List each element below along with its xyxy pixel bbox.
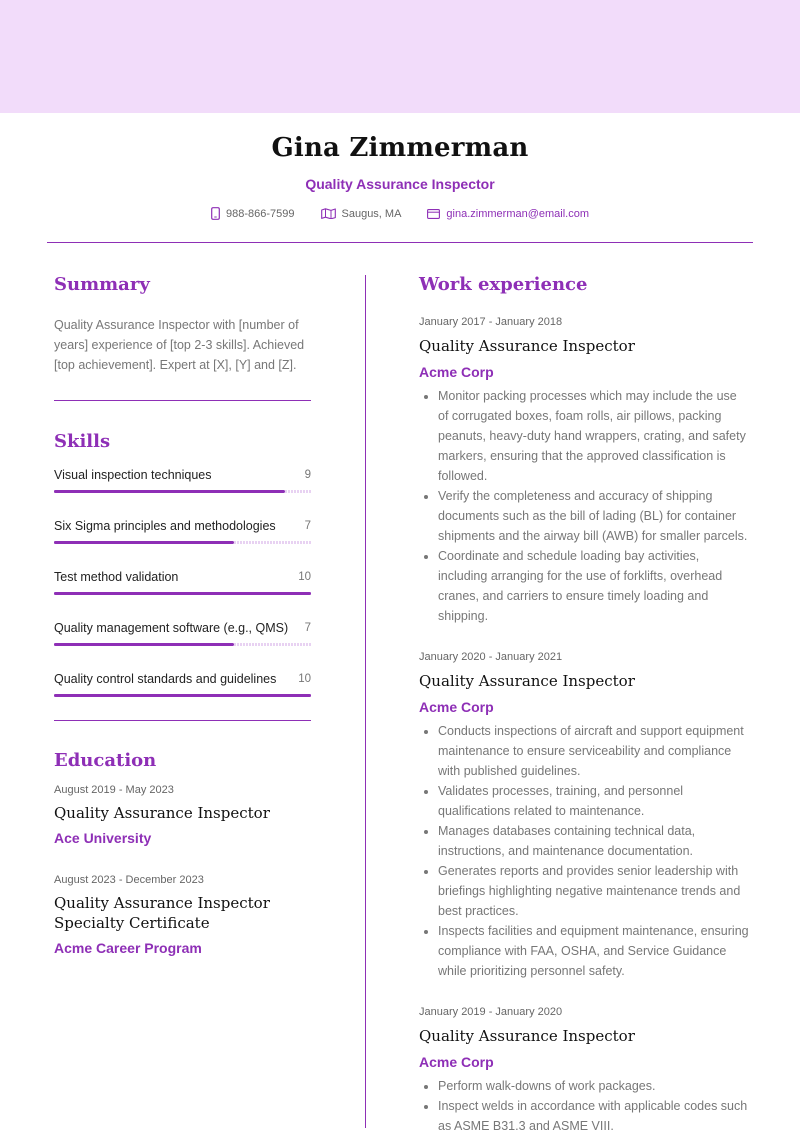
skill-level: 9 <box>304 469 311 481</box>
experience-role: Quality Assurance Inspector <box>419 337 635 355</box>
skill-bar-fill <box>54 490 285 493</box>
skill-bar-fill <box>54 643 234 646</box>
experience-date: January 2017 - January 2018 <box>419 316 563 328</box>
experience-company: Acme Corp <box>419 699 494 715</box>
column-divider <box>365 275 366 1128</box>
list-item: • Coordinate and schedule loading bay activities, including arranging for the use of forklifts, overhead cranes, and carriers to ensure timely loading and shipping. <box>438 546 749 626</box>
education-date: August 2023 - December 2023 <box>54 874 204 886</box>
summary-text: Quality Assurance Inspector with [number of years] experience of [top 2-3 skills]. Achieved [top achievement]. Expert at [X], [Y] and [Z]. <box>54 318 305 372</box>
experience-heading: Work experience <box>419 274 588 295</box>
contact-row <box>0 207 800 220</box>
skill-level: 7 <box>304 520 311 532</box>
skill-row <box>54 619 311 670</box>
experience-company: Acme Corp <box>419 1054 494 1070</box>
phone-text: 988-866-7599 <box>225 207 295 220</box>
education-list <box>54 782 311 958</box>
candidate-name: Gina Zimmerman <box>271 133 529 163</box>
list-item: • Conducts inspections of aircraft and support equipment maintenance to ensure serviceability and compliance with published guidelines. <box>438 721 749 781</box>
experience-date: January 2019 - January 2020 <box>419 1006 563 1018</box>
list-item: • Manages databases containing technical data, instructions, and maintenance documentation. <box>438 821 749 861</box>
education-item <box>54 872 311 958</box>
skill-bar-track <box>54 643 311 646</box>
skill-level: 7 <box>304 622 311 634</box>
education-school: Acme Career Program <box>54 940 202 956</box>
experience-item <box>419 649 749 981</box>
list-item: • Generates reports and provides senior leadership with briefings highlighting negative maintenance trends and best practices. <box>438 861 749 921</box>
education-degree: Quality Assurance Inspector <box>54 804 270 822</box>
skill-row <box>54 517 311 568</box>
education-date: August 2019 - May 2023 <box>54 784 174 796</box>
right-column <box>419 270 749 1136</box>
list-item: • Inspect welds in accordance with applicable codes such as ASME B31.3 and ASME VIII. <box>438 1096 749 1136</box>
skill-bar-fill <box>54 694 311 697</box>
skill-level: 10 <box>298 673 311 685</box>
education-degree: Quality Assurance Inspector Specialty Certificate <box>54 894 270 932</box>
header-band <box>0 0 800 113</box>
skill-row <box>54 568 311 619</box>
skill-name: Six Sigma principles and methodologies <box>54 519 276 533</box>
contact-email[interactable] <box>427 207 589 220</box>
skill-bar-track <box>54 541 311 544</box>
experience-role: Quality Assurance Inspector <box>419 1027 635 1045</box>
left-column <box>54 270 311 958</box>
experience-item <box>419 1004 749 1136</box>
skill-level: 10 <box>298 571 311 583</box>
education-school: Ace University <box>54 830 152 846</box>
education-item <box>54 782 311 848</box>
skill-name: Quality management software (e.g., QMS) <box>54 621 289 635</box>
skill-bar-track <box>54 490 311 493</box>
summary-heading: Summary <box>54 274 150 295</box>
list-item: • Validates processes, training, and personnel qualifications related to maintenance. <box>438 781 749 821</box>
list-item: • Inspects facilities and equipment maintenance, ensuring compliance with FAA, OSHA, and Service Guidance while prioritizing personnel safety. <box>438 921 749 981</box>
contact-phone <box>211 207 295 220</box>
list-item: • Perform walk-downs of work packages. <box>438 1076 749 1096</box>
experience-role: Quality Assurance Inspector <box>419 672 635 690</box>
experience-bullets <box>419 721 749 981</box>
mail-icon <box>427 209 440 219</box>
contact-location <box>321 207 402 220</box>
experience-bullets <box>419 1076 749 1136</box>
skills-list <box>54 466 311 721</box>
experience-item <box>419 314 749 626</box>
experience-company: Acme Corp <box>419 364 494 380</box>
skill-name: Visual inspection techniques <box>54 468 212 482</box>
location-text: Saugus, MA <box>341 207 402 220</box>
skill-name: Quality control standards and guidelines <box>54 672 277 686</box>
skill-row <box>54 670 311 721</box>
list-item: • Monitor packing processes which may include the use of corrugated boxes, foam rolls, air pillows, packing peanuts, heavy-duty hand wrappers, crating, and safety markers, ensuring that the approved classification is followed. <box>438 386 749 486</box>
candidate-title: Quality Assurance Inspector <box>305 176 495 192</box>
skill-row <box>54 466 311 517</box>
header-divider <box>47 242 753 243</box>
skill-bar-track <box>54 694 311 697</box>
experience-date: January 2020 - January 2021 <box>419 651 563 663</box>
skill-name: Test method validation <box>54 570 179 584</box>
summary-divider <box>54 400 311 401</box>
email-link[interactable]: gina.zimmerman@email.com <box>446 207 590 220</box>
skill-bar-fill <box>54 592 311 595</box>
skill-bar-fill <box>54 541 234 544</box>
list-item: • Verify the completeness and accuracy of shipping documents such as the bill of lading (BL) for container shipments and the airway bill (AWB) for smaller parcels. <box>438 486 749 546</box>
map-icon <box>321 208 336 219</box>
skill-bar-track <box>54 592 311 595</box>
skills-heading: Skills <box>54 431 111 452</box>
experience-bullets <box>419 386 749 626</box>
phone-icon <box>211 207 220 220</box>
education-heading: Education <box>54 750 157 771</box>
